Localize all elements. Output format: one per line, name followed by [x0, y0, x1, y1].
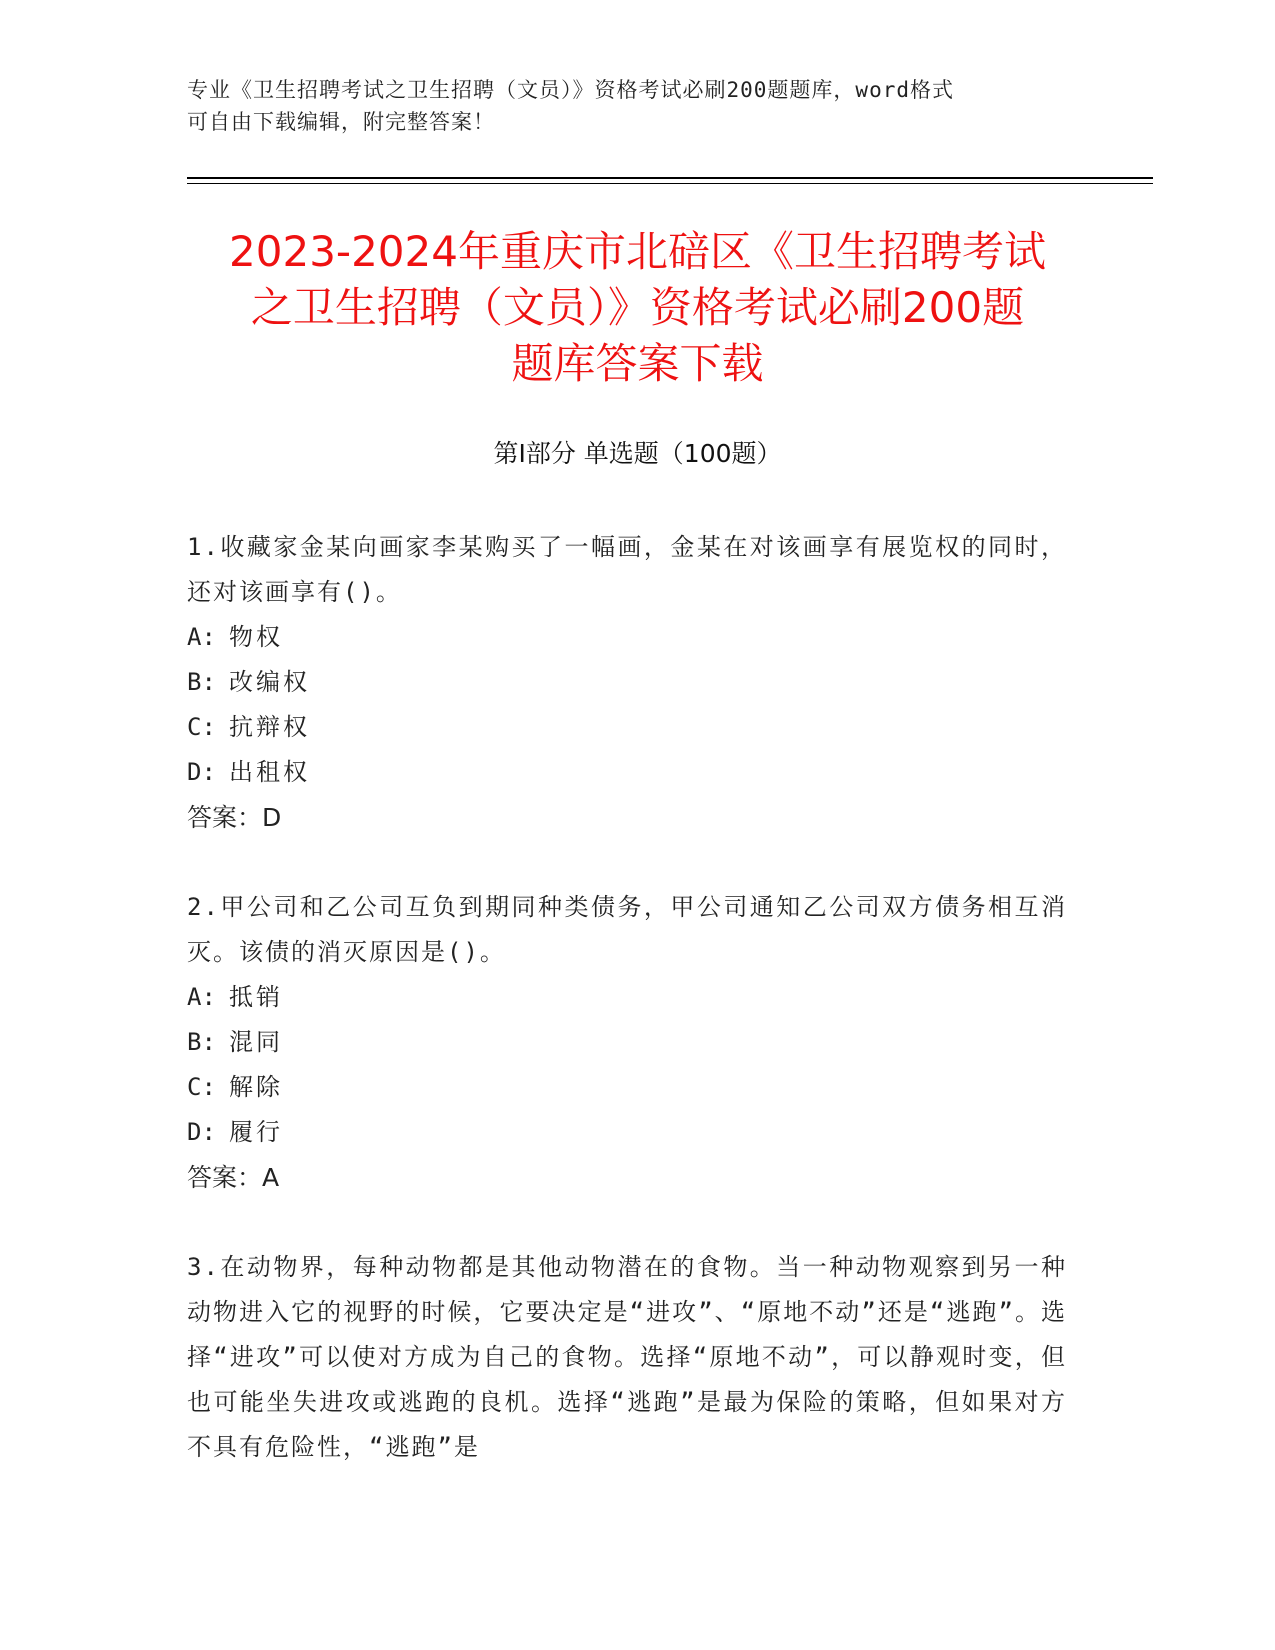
title-line-2: 之卫生招聘（文员）》资格考试必刷200题 — [250, 283, 1025, 332]
option-key: D: — [187, 758, 216, 786]
option-text: 履行 — [229, 1118, 283, 1146]
title-line-3: 题库答案下载 — [511, 339, 764, 388]
header-note-line-1: 专业《卫生招聘考试之卫生招聘（文员）》资格考试必刷200题题库，word格式 — [187, 78, 954, 102]
option-key: A: — [187, 983, 216, 1011]
option-key: B: — [187, 668, 216, 696]
question-stem: 1.收藏家金某向画家李某购买了一幅画，金某在对该画享有展览权的同时，还对该画享有()。 — [187, 533, 1067, 606]
option-key: C: — [187, 1073, 216, 1101]
document-title — [150, 224, 1125, 392]
option-text: 出租权 — [229, 758, 310, 786]
header-divider-thin — [187, 183, 1153, 184]
header-note — [187, 74, 1067, 138]
option-text: 物权 — [229, 623, 283, 651]
option-text: 解除 — [229, 1073, 283, 1101]
option-text: 混同 — [229, 1028, 283, 1056]
option-key: C: — [187, 713, 216, 741]
option-a — [187, 975, 1067, 1020]
option-d — [187, 1110, 1067, 1155]
option-c — [187, 705, 1067, 750]
option-a — [187, 615, 1067, 660]
question-2 — [187, 885, 1067, 1200]
option-b — [187, 1020, 1067, 1065]
option-key: B: — [187, 1028, 216, 1056]
section-heading: 第Ⅰ部分 单选题（100题） — [493, 439, 782, 468]
answer-line: 答案：A — [187, 1163, 280, 1192]
option-d — [187, 750, 1067, 795]
question-stem: 2.甲公司和乙公司互负到期同种类债务，甲公司通知乙公司双方债务相互消灭。该债的消灭原因是()。 — [187, 893, 1067, 966]
header-note-line-2: 可自由下载编辑，附完整答案！ — [187, 110, 495, 134]
option-key: D: — [187, 1118, 216, 1146]
option-text: 抗辩权 — [229, 713, 310, 741]
question-list — [187, 525, 1067, 1515]
answer-line: 答案：D — [187, 803, 282, 832]
option-text: 抵销 — [229, 983, 283, 1011]
option-c — [187, 1065, 1067, 1110]
question-3 — [187, 1245, 1067, 1470]
title-line-1: 2023-2024年重庆市北碚区《卫生招聘考试 — [229, 227, 1046, 276]
option-b — [187, 660, 1067, 705]
question-1 — [187, 525, 1067, 840]
header-divider-thick — [187, 177, 1153, 179]
question-stem: 3.在动物界，每种动物都是其他动物潜在的食物。当一种动物观察到另一种动物进入它的视野的时候，它要决定是“进攻”、“原地不动”还是“逃跑”。选择“进攻”可以使对方成为自己的食物。选择“原地不动”，可以静观时变，但也可能坐失进攻或逃跑的良机。选择“逃跑”是最为保险的策略，但如果对方不具有危险性，“逃跑”是 — [187, 1253, 1067, 1461]
option-key: A: — [187, 623, 216, 651]
option-text: 改编权 — [229, 668, 310, 696]
